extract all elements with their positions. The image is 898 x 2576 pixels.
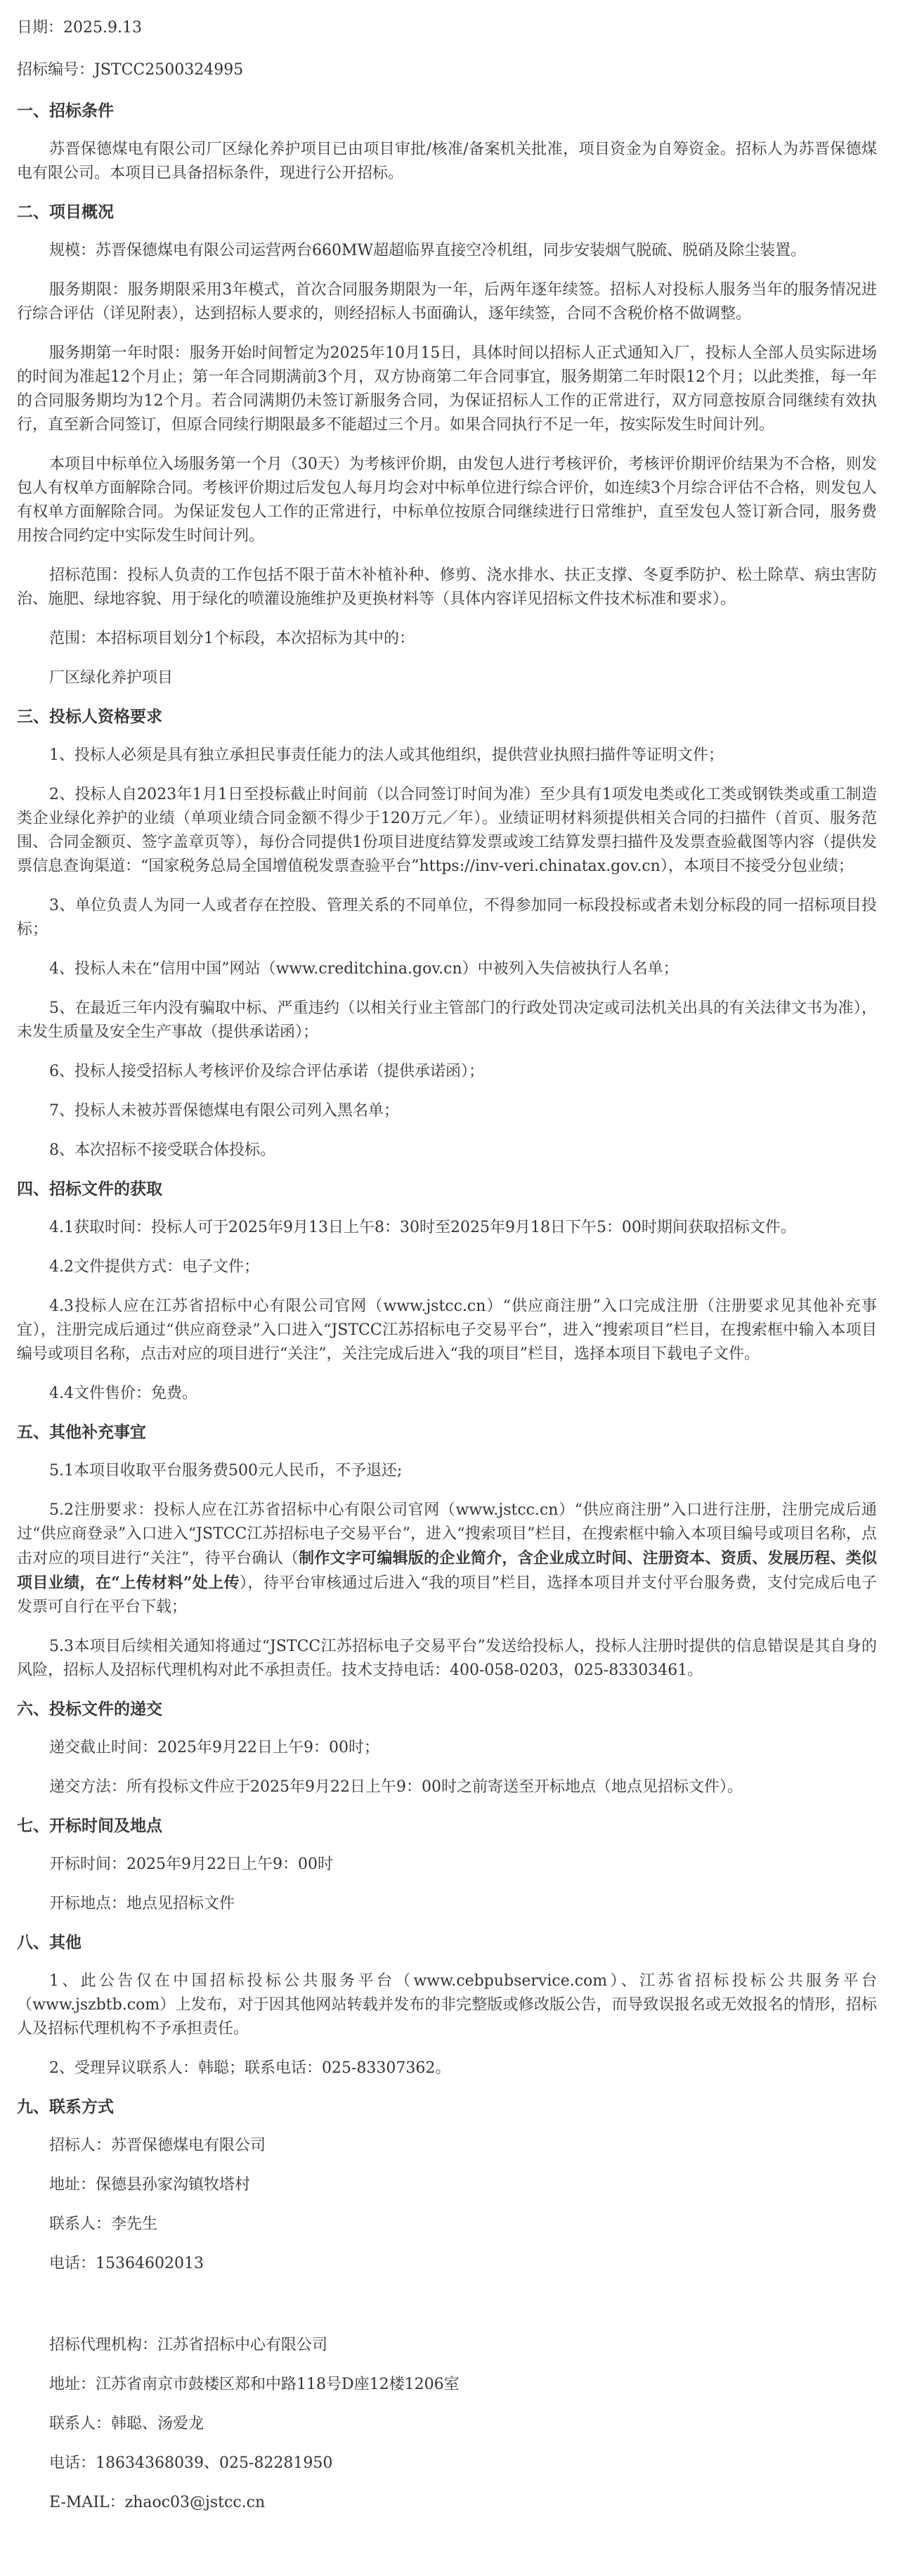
tenderer-address: 地址：保德县孙家沟镇牧塔村: [49, 2176, 251, 2194]
agency-name: 招标代理机构：江苏省招标中心有限公司: [49, 2336, 328, 2354]
paragraph: 厂区绿化养护项目: [49, 669, 174, 687]
spacer: [17, 2291, 877, 2334]
tenderer-phone: 电话：15364602013: [49, 2255, 204, 2272]
paragraph: 4.4文件售价：免费。: [49, 1385, 197, 1402]
paragraph: 5.1本项目收取平台服务费500元人民币，不予退还;: [49, 1462, 403, 1480]
paragraph: 招标范围：投标人负责的工作包括不限于苗木补植补种、修剪、浇水排水、扶正支撑、冬夏季防护、松土除草、病虫害防治、施肥、绿地容貌、用于绿化的喷灌设施维护及更换材料等（具体内容详见招标文件技术标准和要求）。: [17, 567, 877, 608]
paragraph: 6、投标人接受招标人考核评价及综合评估承诺（提供承诺函）；: [49, 1063, 484, 1080]
paragraph: 开标地点：地点见招标文件: [49, 1895, 235, 1912]
paragraph: 1、投标人必须是具有独立承担民事责任能力的法人或其他组织，提供营业执照扫描件等证明文件；: [49, 746, 724, 764]
bold-text-run: 制作文字可编辑版的企业简介，含企业成立时间、注册资本、资质、发展历程、类似项目业绩，在“上传材料”处上传: [17, 1549, 877, 1592]
paragraph: 苏晋保德煤电有限公司厂区绿化养护项目已由项目审批/核准/备案机关批准，项目资金为自筹资金。招标人为苏晋保德煤电有限公司。本项目已具备招标条件，现进行公开招标。: [17, 141, 877, 182]
paragraph: 递交截止时间：2025年9月22日上午9：00时；: [49, 1739, 379, 1756]
section-heading-misc: 八、其他: [17, 1933, 82, 1952]
section-heading-qualifications: 三、投标人资格要求: [17, 707, 162, 726]
paragraph: 范围：本招标项目划分1个标段，本次招标为其中的：: [49, 630, 415, 647]
tenderer-name: 招标人：苏晋保德煤电有限公司: [49, 2137, 266, 2154]
section-heading-bid-opening: 七、开标时间及地点: [17, 1816, 162, 1835]
paragraph: 本项目中标单位入场服务第一个月（30天）为考核评价期，由发包人进行考核评价，考核评价期评价结果为不合格，则发包人有权单方面解除合同。考核评价期过后发包人每月均会对中标单位进行综合评价，如连续3个月综合评估不合格，则发包人有权单方面解除合同。为保证发包人工作的正常进行，中标单位按原合同继续进行日常维护，直至发包人签订新合同，服务费用按合同约定中实际发生时间计列。: [17, 455, 878, 545]
paragraph: 4.3投标人应在江苏省招标中心有限公司官网（www.jstcc.cn）“供应商注册”入口完成注册（注册要求见其他补充事宜），注册完成后通过“供应商登录”入口进入“JSTCC江苏招标电子交易平台”，进入“搜索项目”栏目，在搜索框中输入本项目编号或项目名称，点击对应的项目进行“关注”，关注完成后进入“我的项目”栏目，选择本项目下载电子文件。: [17, 1297, 877, 1363]
paragraph: 规模：苏晋保德煤电有限公司运营两台660MW超超临界直接空冷机组，同步安装烟气脱硫、脱硝及除尘装置。: [49, 242, 807, 259]
agency-phone: 电话：18634368039、025-82281950: [49, 2454, 333, 2472]
publish-date: 日期：2025.9.13: [17, 19, 142, 37]
paragraph: 2、受理异议联系人：韩聪；联系电话：025-83307362。: [49, 2059, 451, 2077]
text-run: ），待平台审核通过后进入“我的项目”栏目，选择本项目并支付平台服务费，支付完成后电子发票可自行在平台下载；: [17, 1574, 878, 1616]
paragraph: 4、投标人未在“信用中国”网站（www.creditchina.gov.cn）中被列入失信被执行人名单；: [49, 960, 679, 978]
paragraph-registration: [17, 1499, 877, 1619]
section-heading-contact: 九、联系方式: [17, 2097, 114, 2116]
paragraph: 1、此公告仅在中国招标投标公共服务平台（www.cebpubservice.com）、江苏省招标投标公共服务平台（www.jszbtb.com）上发布，对于因其他网站转载并发布的非完整版或修改版公告，而导致误报名或无效报名的情形，招标人及招标代理机构不予承担责任。: [17, 1972, 877, 2038]
agency-email: E-MAIL：zhaoc03@jstcc.cn: [49, 2494, 266, 2511]
section-heading-other-matters: 五、其他补充事宜: [17, 1423, 146, 1442]
section-heading-tender-conditions: 一、招标条件: [17, 101, 114, 120]
tender-number: 招标编号：JSTCC2500324995: [17, 61, 244, 79]
section-heading-submission: 六、投标文件的递交: [17, 1700, 162, 1719]
paragraph: 服务期第一年时限：服务开始时间暂定为2025年10月15日，具体时间以招标人正式通知入厂，投标人全部人员实际进场的时间为准起12个月止；第一年合同期满前3个月，双方协商第二年合同事宜，服务期第二年时限12个月；以此类推，每一年的合同服务期均为12个月。若合同满期仍未签订新服务合同，为保证招标人工作的正常进行，双方同意按原合同继续有效执行，直至新合同签订，但原合同续行期限最多不能超过三个月。如果合同执行不足一年，按实际发生时间计列。: [17, 344, 877, 434]
paragraph: 3、单位负责人为同一人或者存在控股、管理关系的不同单位，不得参加同一标段投标或者未划分标段的同一招标项目投标；: [17, 897, 877, 938]
paragraph: 2、投标人自2023年1月1日至投标截止时间前（以合同签订时间为准）至少具有1项发电类或化工类或钢铁类或重工制造类企业绿化养护的业绩（单项业绩合同金额不得少于120万元／年）。业绩证明材料须提供相关合同的扫描件（首页、服务范围、合同金额页、签字盖章页等），每份合同提供1份项目进度结算发票或竣工结算发票扫描件及发票查验截图等内容（提供发票信息查询渠道：“国家税务总局全国增值税发票查验平台”https://inv-veri.chinatax.gov.cn），本项目不接受分包业绩；: [17, 786, 877, 875]
section-heading-project-overview: 二、项目概况: [17, 202, 114, 221]
paragraph: 5、在最近三年内没有骗取中标、严重违约（以相关行业主管部门的行政处罚决定或司法机关出具的有关法律文书为准），未发生质量及安全生产事故（提供承诺函）；: [17, 999, 877, 1041]
tenderer-contact: 联系人：李先生: [49, 2215, 158, 2233]
paragraph: 服务期限：服务期限采用3年模式，首次合同服务期限为一年，后两年逐年续签。招标人对投标人服务当年的服务情况进行综合评估（详见附表），达到招标人要求的，则经招标人书面确认，逐年续签，合同不含税价格不做调整。: [17, 281, 877, 323]
agency-address: 地址：江苏省南京市鼓楼区郑和中路118号D座12楼1206室: [49, 2376, 460, 2393]
text-run: 5.2注册要求：投标人应在江苏省招标中心有限公司官网（www.jstcc.cn）“供应商注册”入口进行注册，注册完成后通过“供应商登录”入口进入“JSTCC江苏招标电子交易平台”，进入“搜索项目”栏目，在搜索框中输入本项目编号或项目名称，点击对应的项目进行“关注”，待平台确认（: [17, 1501, 877, 1567]
paragraph: 开标时间：2025年9月22日上午9：00时: [49, 1856, 333, 1873]
paragraph: 递交方法：所有投标文件应于2025年9月22日上午9：00时之前寄送至开标地点（地点见招标文件）。: [49, 1778, 743, 1796]
paragraph: 8、本次招标不接受联合体投标。: [49, 1141, 275, 1159]
paragraph: 4.2文件提供方式：电子文件；: [49, 1258, 259, 1276]
paragraph: 7、投标人未被苏晋保德煤电有限公司列入黑名单；: [49, 1102, 399, 1120]
section-heading-obtain-documents: 四、招标文件的获取: [17, 1179, 162, 1198]
agency-contact: 联系人：韩聪、汤爱龙: [49, 2415, 204, 2433]
paragraph: 4.1获取时间：投标人可于2025年9月13日上午8：30时至2025年9月18日下午5：00时期间获取招标文件。: [49, 1219, 796, 1236]
paragraph: 5.3本项目后续相关通知将通过“JSTCC江苏招标电子交易平台”发送给投标人，投标人注册时提供的信息错误是其自身的风险，招标人及招标代理机构对此不承担责任。技术支持电话：400-058-0203，025-83303461。: [17, 1638, 877, 1679]
